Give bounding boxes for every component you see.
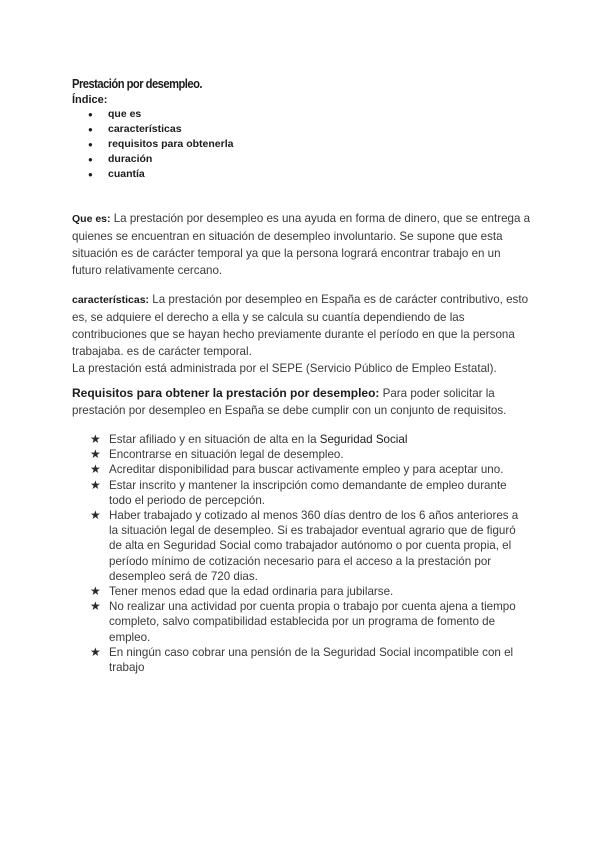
page-title: Prestación por desempleo. bbox=[72, 76, 203, 91]
requirement-text: Haber trabajado y cotizado al menos 360 días dentro de los 6 años anteriores a la situación legal de desempleo. Si es trabajador eventual agrario que de figuró de alta en Seguridad Social como trabajador autónomo o por cuenta propia, el período mínimo de cotización necesario para el acceso a la prestación por desempleo será de 720 dias. bbox=[109, 509, 519, 583]
section-requisitos bbox=[72, 385, 532, 419]
requirement-text: Estar inscrito y mantener la inscripción como demandante de empleo durante todo el periodo de percepción. bbox=[109, 478, 507, 507]
section-que-es bbox=[72, 210, 532, 279]
requirement-text: No realizar una actividad por cuenta propia o trabajo por cuenta ajena a tiempo completo, salvo compatibilidad establecida por un programa de fomento de empleo. bbox=[109, 600, 516, 644]
index-list bbox=[88, 107, 233, 182]
section-caracteristicas-text: La prestación por desempleo en España es de carácter contributivo, esto es, se adquiere el derecho a ella y se calcula su cuantía dependiendo de las contribuciones que se hayan hecho previamente durante el período en que la persona trabajaba. es de carácter temporal. bbox=[72, 293, 529, 358]
star-bullet-icon: ★ bbox=[90, 599, 101, 614]
requirement-item bbox=[90, 478, 530, 508]
section-requisitos-heading: Requisitos para obtener la prestación por desempleo: bbox=[72, 386, 380, 400]
requirement-item bbox=[90, 432, 530, 447]
requirement-text: Acreditar disponibilidad para buscar activamente empleo y para aceptar uno. bbox=[109, 463, 504, 477]
star-bullet-icon: ★ bbox=[90, 447, 101, 462]
requirement-text: Estar afiliado y en situación de alta en la bbox=[109, 433, 320, 446]
star-bullet-icon: ★ bbox=[90, 644, 101, 659]
index-item: ● que es bbox=[88, 107, 233, 122]
star-bullet-icon: ★ bbox=[90, 477, 101, 492]
section-caracteristicas bbox=[72, 291, 532, 377]
index-item: ● características bbox=[88, 122, 233, 137]
section-que-es-text: La prestación por desempleo es una ayuda en forma de dinero, que se entrega a quienes se encuentran en situación de desempleo involuntario. Se supone que esta situación es de carácter temporal ya que la persona logrará encontrar trabajo en un futuro relativamente cercano. bbox=[72, 212, 531, 277]
requirement-item bbox=[90, 584, 530, 599]
star-bullet-icon: ★ bbox=[90, 508, 101, 523]
index-item: ● duración bbox=[88, 152, 233, 167]
requirements-list bbox=[90, 432, 530, 675]
section-que-es-heading: Que es: bbox=[72, 213, 111, 225]
requirement-text: Encontrarse en situación legal de desempleo. bbox=[109, 448, 344, 462]
requirement-item bbox=[90, 508, 530, 584]
requirement-text: En ningún caso cobrar una pensión de la Seguridad Social incompatible con el trabajo bbox=[109, 645, 514, 675]
requirement-link-text: Seguridad Social bbox=[319, 433, 408, 446]
requirement-item bbox=[90, 645, 530, 675]
index-item: ● requisitos para obtenerla bbox=[88, 137, 233, 152]
section-caracteristicas-heading: características: bbox=[72, 294, 150, 306]
star-bullet-icon: ★ bbox=[90, 432, 101, 446]
requirement-text: Tener menos edad que la edad ordinaria para jubilarse. bbox=[109, 585, 394, 599]
index-item: ● cuantía bbox=[88, 167, 233, 182]
index-label: Índice: bbox=[72, 94, 108, 106]
star-bullet-icon: ★ bbox=[90, 462, 101, 477]
requirement-item bbox=[90, 599, 530, 645]
star-bullet-icon: ★ bbox=[90, 584, 101, 599]
requirement-item bbox=[90, 462, 530, 477]
section-requisitos-text: Para poder solicitar la prestación por desempleo en España se debe cumplir con un conjunto de requisitos. bbox=[72, 387, 507, 417]
requirement-item bbox=[90, 447, 530, 462]
section-caracteristicas-text-2: La prestación está administrada por el SEPE (Servicio Público de Empleo Estatal). bbox=[72, 362, 497, 375]
